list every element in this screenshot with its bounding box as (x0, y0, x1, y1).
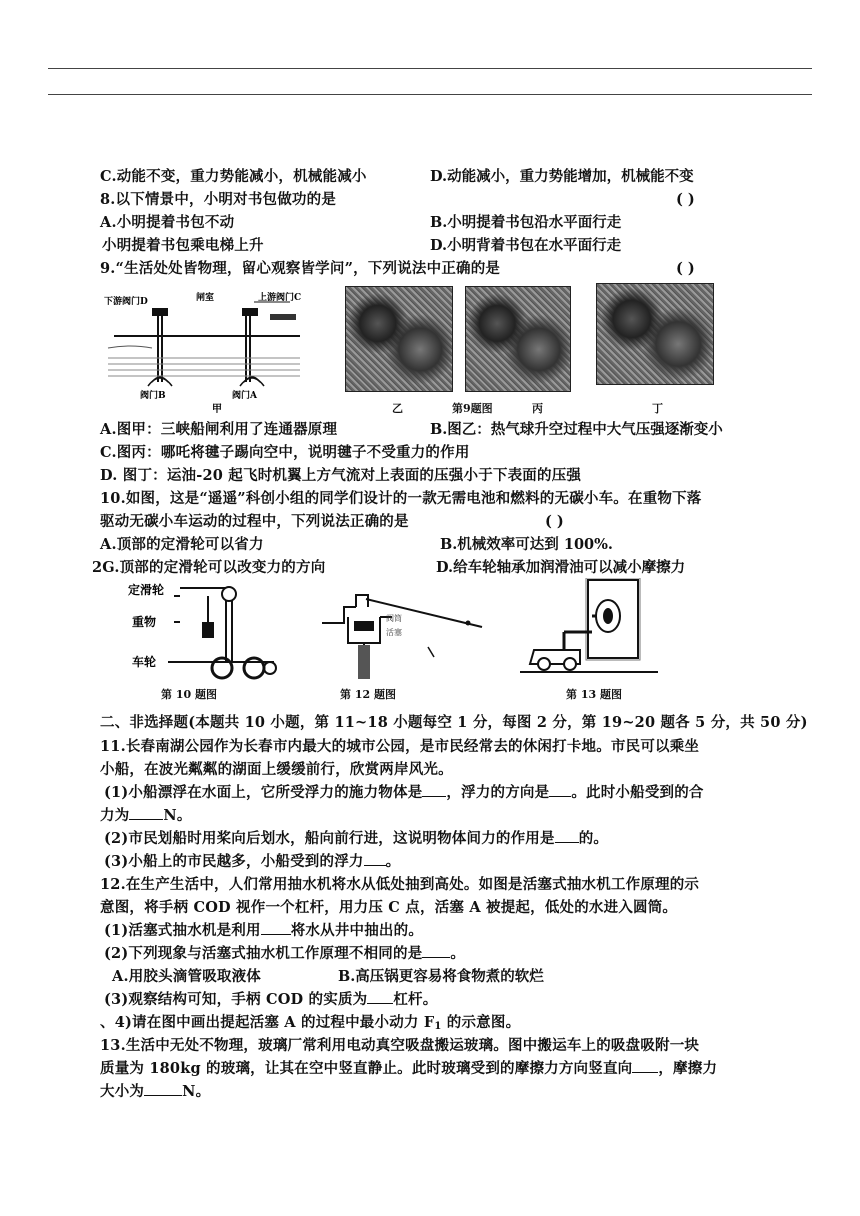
q13-stem-text-c: 大小为 (100, 1083, 145, 1100)
q13-figure-suction-cart (520, 578, 660, 676)
q10-stem-line1: 10.如图，这是“遥遥”科创小组的同学们设计的一款无需电池和燃料的无碳小车。在重物下落 (100, 490, 702, 507)
q11-part1-text-c: 。此时小船受到的合 (571, 784, 704, 801)
q10-caption: 第 10 题图 (161, 688, 217, 701)
q13-stem-line3 (100, 1081, 210, 1103)
q11-stem-line2: 小船，在波光粼粼的湖面上缓缓前行，欣赏两岸风光。 (100, 761, 453, 778)
q13-blank-friction-magnitude[interactable] (144, 1081, 182, 1096)
q12-part2 (104, 943, 465, 965)
q9-fig-label-down-gate: 下游阀门D (104, 297, 148, 307)
q11-stem-line1: 11.长春南湖公园作为长春市内最大的城市公园，是市民经常去的休闲打卡地。市民可以乘坐 (100, 738, 700, 755)
q11-part2-text-a: (2)市民划船时用桨向后划水，船向前行进，这说明物体间力的作用是 (104, 830, 555, 847)
q12-stem-line1: 12.在生产生活中，人们常用抽水机将水从低处抽到高处。如图是活塞式抽水机工作原理的示 (100, 876, 700, 893)
q13-stem-text-a: 质量为 180kg 的玻璃，让其在空中竖直静止。此时玻璃受到的摩擦力方向竖直向 (100, 1060, 633, 1077)
q9-option-a: A.图甲：三峡船闸利用了连通器原理 (100, 421, 338, 438)
q8-option-a: A.小明提着书包不动 (100, 214, 235, 231)
q8-answer-paren: ( ) (676, 191, 695, 208)
header-rule-top (48, 68, 812, 69)
q8-option-b: B.小明提着书包沿水平面行走 (430, 214, 622, 231)
q10-option-d: D.给车轮轴承加润滑油可以减小摩擦力 (436, 559, 686, 576)
q10-option-c: 2G.顶部的定滑轮可以改变力的方向 (92, 559, 326, 576)
q12-part3-text-a: (3)观察结构可知，手柄 COD 的实质为 (104, 991, 368, 1008)
q11-blank-direction[interactable] (549, 782, 571, 797)
q9-figure-jia-ship-lock (100, 286, 330, 414)
q9-photo-yi-balloon (345, 286, 453, 392)
q9-stem: 9.“生活处处皆物理，留心观察皆学问”，下列说法中正确的是 (100, 260, 501, 277)
q9-option-c: C.图丙：哪吒将毽子踢向空中，说明毽子不受重力的作用 (100, 444, 470, 461)
q11-blank-force-source[interactable] (422, 782, 446, 797)
q9-caption-yi: 乙 (392, 402, 403, 415)
q9-option-d: D. 图丁：运油-20 起飞时机翼上方气流对上表面的压强小于下表面的压强 (100, 467, 582, 484)
q11-part1-text-d: 力为 (100, 807, 130, 824)
q12-blank-principle[interactable] (261, 920, 291, 935)
q11-part3-text-a: (3)小船上的市民越多，小船受到的浮力 (104, 853, 364, 870)
q12-caption: 第 12 题图 (340, 688, 396, 701)
q9-answer-paren: ( ) (676, 260, 695, 277)
q9-fig-label-jia: 甲 (212, 404, 222, 414)
q11-blank-net-force[interactable] (129, 805, 163, 820)
q9-fig-label-valve-b: 阀门B (140, 391, 166, 401)
q11-part3-text-b: 。 (385, 853, 401, 870)
q11-part3 (104, 851, 400, 873)
q13-blank-friction-direction[interactable] (632, 1058, 658, 1073)
q13-stem-text-d: N。 (182, 1083, 211, 1100)
q11-part1 (104, 782, 704, 804)
q9-caption-bing: 丙 (532, 402, 543, 415)
q9-caption-ding: 丁 (652, 402, 663, 415)
q12-part4-text-a: 、4)请在图中画出提起活塞 A 的过程中最小动力 F (100, 1014, 435, 1031)
q9-photo-bing-shuttlecock (465, 286, 571, 392)
header-rule-bottom (48, 94, 812, 95)
q10-figure-carbon-free-car (128, 582, 288, 684)
q12-figure-piston-pump (322, 585, 490, 681)
q9-option-b: B.图乙：热气球升空过程中大气压强逐渐变小 (430, 421, 723, 438)
q10-fig-label-wheel: 车轮 (132, 655, 157, 669)
q8-option-c: 小明提着书包乘电梯上升 (102, 237, 264, 254)
q8-stem: 8.以下情景中，小明对书包做功的是 (100, 191, 337, 208)
q10-option-b: B.机械效率可达到 100%. (440, 536, 613, 553)
q11-part1-text-b: ，浮力的方向是 (446, 784, 550, 801)
q12-part1 (104, 920, 423, 942)
q10-answer-paren: ( ) (545, 513, 564, 530)
q11-blank-mutual[interactable] (555, 828, 579, 843)
q12-blank-choice[interactable] (422, 943, 450, 958)
q11-blank-buoyancy-change[interactable] (364, 851, 386, 866)
q12-fig-label-cylinder: 阀筒 (386, 614, 402, 623)
q11-part2 (104, 828, 608, 850)
q13-caption: 第 13 题图 (566, 688, 622, 701)
q12-part2-option-a: A.用胶头滴管吸取液体 (112, 968, 261, 985)
q13-stem-line1: 13.生活中无处不物理，玻璃厂常利用电动真空吸盘搬运玻璃。图中搬运车上的吸盘吸附一块 (100, 1037, 700, 1054)
q11-part1-cont (100, 805, 192, 827)
q12-fig-label-piston: 活塞 (386, 628, 402, 637)
q7-option-d: D.动能减小，重力势能增加，机械能不变 (430, 168, 694, 185)
q12-stem-line2: 意图，将手柄 COD 视作一个杠杆，用力压 C 点，活塞 A 被提起，低处的水进入圆筒。 (100, 899, 678, 916)
q12-part4-text-b: 的示意图。 (441, 1014, 521, 1031)
q10-option-a: A.顶部的定滑轮可以省力 (100, 536, 264, 553)
q9-fig-label-valve-a: 阀门A (232, 391, 257, 401)
q7-option-c: C.动能不变，重力势能减小，机械能减小 (100, 168, 367, 185)
part2-heading: 二、非选择题(本题共 10 小题，第 11~18 小题每空 1 分，每图 2 分，第 19~20 题各 5 分，共 50 分) (100, 714, 808, 731)
q8-option-d: D.小明背着书包在水平面行走 (430, 237, 622, 254)
q9-photo-ding-aircraft (596, 283, 714, 385)
q11-part1-text-e: N。 (163, 807, 192, 824)
q13-stem-text-b: ，摩擦力 (658, 1060, 718, 1077)
q10-stem-line2: 驱动无碳小车运动的过程中，下列说法正确的是 (100, 513, 409, 530)
q10-fig-label-weight: 重物 (132, 615, 157, 629)
q13-stem-line2 (100, 1058, 717, 1080)
q9-fig-label-lock: 闸室 (196, 293, 215, 303)
q12-part2-text-a: (2)下列现象与活塞式抽水机工作原理不相同的是 (104, 945, 423, 962)
q11-part2-text-b: 的。 (578, 830, 609, 847)
q12-part2-text-b: 。 (450, 945, 466, 962)
q12-part1-text-b: 将水从井中抽出的。 (290, 922, 424, 939)
q9-caption-fig-number: 第9题图 (452, 402, 493, 415)
q12-part4-subscript: 1 (434, 1021, 442, 1032)
q12-part1-text-a: (1)活塞式抽水机是利用 (104, 922, 261, 939)
q10-fig-label-pulley: 定滑轮 (128, 583, 165, 597)
q11-part1-text-a: (1)小船漂浮在水面上，它所受浮力的施力物体是 (104, 784, 423, 801)
q12-part2-option-b: B.高压锅更容易将食物煮的软烂 (338, 968, 544, 985)
q12-part3-text-b: 杠杆。 (393, 991, 438, 1008)
q12-blank-lever-type[interactable] (367, 989, 393, 1004)
q9-fig-label-up-gate: 上游阀门C (258, 293, 302, 303)
q12-part3 (104, 989, 437, 1011)
